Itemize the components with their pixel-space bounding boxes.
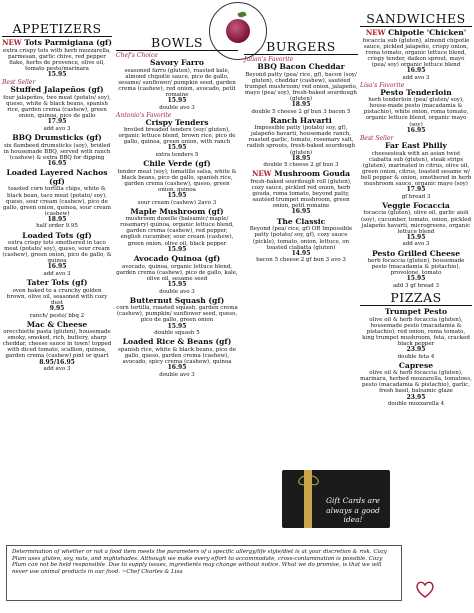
- menu-item: [244, 218, 358, 264]
- item-name: Stuffed Jalapeños (gf): [10, 85, 104, 95]
- item-name: BBQ Bacon Cheddar: [257, 62, 345, 71]
- item-name: Loaded Layered Nachos (gf): [6, 168, 108, 186]
- item-description: corn tortilla, roasted squash, garden crema (cashew), pumpkin/ sunflower seed, queso, pico de gallo, green onion: [116, 305, 238, 324]
- item-name-row: [116, 338, 238, 347]
- gift-card-line2: always a good idea!: [326, 505, 380, 524]
- item-addon: sour cream (cashew) 2avo 3: [137, 199, 217, 206]
- gift-bow-icon: [298, 476, 318, 488]
- item-name: Caprese: [398, 360, 434, 370]
- section-title-burgers: BURGERS: [244, 40, 358, 55]
- bowls-list: [116, 53, 238, 378]
- item-price: 15.95: [167, 245, 187, 253]
- item-addon: double avo 3: [159, 104, 195, 111]
- item-addon: double 5 cheese 2 gf bun 3 bacon 5: [251, 108, 351, 115]
- item-description: tender meat (soy), tomatillo salsa, white & black beans, pico de gallo, spanish rice, garden crema (cashew), queso, green onion, quinoa: [117, 168, 237, 193]
- item-price: 15.95: [406, 275, 426, 283]
- burgers-list: [244, 57, 358, 263]
- item-addon: double avo 3: [159, 371, 195, 378]
- menu-item: [244, 170, 358, 216]
- item-description: herb tenderloin (pea/ gluten/ soy), house-made pesto (macadamia & pistachio), white onion, roma tomato, organic lettuce blend, organic mayo (soy): [363, 97, 469, 128]
- pizzas-list: [360, 308, 472, 407]
- item-name-row: [2, 232, 112, 241]
- item-name: Pesto Tenderloin: [380, 87, 452, 97]
- leaf-icon: [237, 11, 246, 18]
- item-name-row: [360, 250, 472, 259]
- item-name-row: [360, 89, 472, 98]
- menu-item: [2, 321, 112, 373]
- gift-card-promo: [282, 470, 390, 528]
- menu-item: [116, 338, 238, 377]
- item-price: 16.95: [406, 126, 426, 134]
- item-price: 18.95: [291, 100, 311, 108]
- gift-card-text: [316, 496, 390, 525]
- item-description: extra crispy tots smothered in taco meat (potato/ soy), queso, sour cream (cashew), green onion, pico de gallo, & quinoa: [2, 240, 112, 265]
- item-name: Tater Tots (gf): [26, 278, 88, 288]
- new-badge: NEW: [365, 28, 386, 37]
- item-price: 15.95: [167, 96, 187, 104]
- item-price: 15.95: [167, 322, 187, 330]
- item-price: 15.95: [167, 281, 187, 289]
- item-tag: Antonio's Favorite: [116, 111, 172, 119]
- item-description: spanish rice, white & black beans, pico de gallo, queso, garden crema (cashew), avocado, spicy crema (cashew), quinoa: [118, 346, 236, 365]
- item-name: Savory Farro: [150, 58, 204, 67]
- item-tag: Julian's Favorite: [244, 56, 294, 63]
- item-name: Veggie Focaccia: [382, 200, 450, 210]
- item-name-row: [360, 142, 472, 151]
- item-description: herb focaccia (gluten), housemade pesto (macadamia & pistachio), provolone, tomato: [367, 258, 465, 277]
- item-name-row: [360, 29, 472, 38]
- item-addon: double feta 4: [397, 353, 435, 360]
- item-price: 17.95: [47, 118, 67, 126]
- item-description: orecchiette pasta (gluten), housemade smoky, smoked, rich, buttery, sharp cheddar, cheese sauce in town! topped with diced tomato, scallion, quinoa, garden crema (cashew) pint or quart: [2, 329, 112, 360]
- bowls-column: [116, 36, 238, 380]
- item-name-row: [116, 208, 238, 217]
- menu-item: [2, 39, 112, 78]
- new-badge: NEW: [2, 38, 22, 47]
- item-tag: Lisa's Favorite: [360, 81, 405, 89]
- item-addon: add avo 3: [402, 74, 430, 81]
- item-addon: double squash 5: [154, 330, 200, 337]
- appetizers-list: [2, 39, 112, 372]
- item-description: extra crispy tots with herb mozzarella, parmesan, garlic chive, red pepper flake, herbs de provence, olive oil, tomato pesto/marinara: [3, 47, 111, 72]
- item-name: The Classic: [276, 216, 326, 226]
- item-addon: double mozzarella 4: [387, 401, 445, 408]
- item-description: Beyond patty (pea/ rice, gf), bacon (soy/ gluten), cheddar (cashew), sautéed trumpet mushroom/ red onion, jalapeño, mayo (pea/ soy), fresh-baked sourdough (gluten): [244, 71, 358, 102]
- item-addon: gf bread 3: [401, 193, 431, 200]
- item-price: 16.95: [47, 263, 67, 271]
- item-description: avocado, quinoa, organic lettuce blend, garden crema (cashew), pico de gallo, kale, olive oil, sesame seed: [116, 263, 238, 282]
- item-name-row: [244, 117, 358, 126]
- menu-item: [360, 83, 472, 135]
- item-addon: add avo 3: [43, 125, 71, 132]
- item-price: 15.95: [47, 70, 67, 78]
- appetizers-column: [2, 22, 112, 374]
- item-name-row: [244, 63, 358, 72]
- menu-item: [360, 362, 472, 408]
- burgers-column: [244, 40, 358, 265]
- menu-item: [116, 160, 238, 206]
- item-name-row: [2, 321, 112, 330]
- section-title-bowls: BOWLS: [116, 36, 238, 51]
- sandwiches-list: [360, 29, 472, 289]
- item-name: Trumpet Pesto: [384, 307, 448, 316]
- section-title-sandwiches: SANDWICHES: [360, 12, 472, 27]
- item-name: Loaded Tots (gf): [22, 230, 92, 240]
- item-addon: add avo 3: [43, 366, 71, 373]
- menu-item: [360, 29, 472, 81]
- item-addon: add avo 3: [402, 241, 430, 248]
- menu-item: [2, 232, 112, 278]
- item-price: 8.95/16.95: [39, 358, 75, 366]
- item-price: 16.95: [47, 159, 67, 167]
- item-name-row: [116, 160, 238, 169]
- item-addon: ranch/ pesto/ bbq 2: [29, 312, 85, 319]
- item-name: Tots Parmigiana (gf): [24, 38, 112, 47]
- item-price: 18.95: [291, 154, 311, 162]
- item-name: Chipotle 'Chicken': [388, 28, 467, 37]
- gift-card-line1: Gift Cards are: [326, 496, 380, 505]
- item-description: cheesesteak with an asian twist ciabatta sub (gluten), steak strips (gluten), marinated in citrus, olive oil, green onion, citrus, toasted sesame w/ bell pepper & onion, smothered in herb mushroom sauce, organic mayo (soy): [360, 150, 472, 188]
- menu-item: [360, 202, 472, 248]
- item-description: toasted corn tortilla chips, white & black bean, taco meat (potato/ soy), queso, sour cream (cashew), pico de gallo, green onion, quinoa, sour cream (cashew): [2, 186, 111, 217]
- menu-item: [360, 250, 472, 289]
- item-price: 9.95: [49, 304, 65, 312]
- item-addon: add avo 3: [43, 271, 71, 278]
- item-description: mushroom duxelle (balsamic/ maple/ rosemary) quinoa, organic lettuce blend, garden crema (cashew), red pepper, english cucumber, sour cream (cashew), green onion, olive oil, black pepper: [120, 216, 234, 247]
- item-price: 15.95: [406, 233, 426, 241]
- item-name-row: [2, 169, 112, 186]
- item-name-row: [116, 255, 238, 264]
- item-name: Far East Philly: [385, 141, 447, 151]
- item-addon: half order 9.95: [36, 223, 78, 230]
- item-name: BBQ Drumsticks (gf): [12, 133, 102, 143]
- menu-item: [2, 80, 112, 132]
- menu-item: [360, 136, 472, 200]
- item-description: fresh-baked sourdough roll (gluten), cozy sauce, pickled red onion, herb gouda, roma tomato, beyond patty, sautéed trumpet mushroom, green onion, petit romaine: [250, 178, 352, 210]
- item-name-row: [2, 39, 112, 48]
- section-title-pizzas: PIZZAS: [360, 291, 472, 306]
- item-price: 18.95: [47, 215, 67, 223]
- item-name-row: [116, 297, 238, 306]
- item-addon: double 5 cheese 2 gf bun 3: [263, 162, 339, 169]
- item-price: 15.95: [167, 144, 187, 152]
- item-addon: extra tenders 5: [155, 152, 199, 159]
- item-tag: Best Seller: [2, 79, 36, 87]
- allergy-disclaimer: Determination of whether or not a food item meets the parameters of a specific allergy/life style/diet is at your discretion & risk. Cozy Plum uses gluten, soy, nuts, and nightshades. Although we make every effort to accommodate, cross-contamination is possible. Cozy Plum can not be held responsible. Due to supply issues, ingredients may change without notice. What we do promise, is that we will never use animal products in our food. ~Chef Charles & Lisa: [6, 545, 402, 601]
- menu-item: [2, 169, 112, 229]
- item-name-row: [360, 362, 472, 371]
- item-description: four jalapeños, two meat (potato/ soy), queso, white & black beans, spanish rice, garden crema (cashew), green onion, quinoa, pico de gallo: [3, 94, 111, 120]
- item-name: Mac & Cheese: [26, 319, 88, 329]
- item-addon: add 3 gf bread 3: [392, 282, 440, 289]
- item-description: focaccia (gluten), olive oil, garlic aioli (soy), cucumber, tomato, onion, pickled jalapeño havarti, microgreens, organic lettuce blend: [360, 210, 471, 235]
- menu-item: [116, 53, 238, 111]
- item-name: Mushroom Gouda: [274, 169, 351, 179]
- item-description: seasoned farro (gluten), roasted kale, almond chipotle sauce, pico de gallo, sesame/ sunflower/ pumpkin seed, garden crema (cashew), red onion, avocado, petit romaine: [118, 67, 236, 98]
- item-description: six flambeed drumsticks (soy), broiled in housemade BBQ, served with ranch (cashew) & extra BBQ for dipping: [3, 142, 111, 161]
- item-price: 14.95: [291, 249, 311, 257]
- item-price: 16.95: [406, 66, 426, 74]
- item-name-row: [116, 119, 238, 128]
- item-addon: bacon 5 cheese 2 gf bun 3 avo 3: [256, 257, 346, 264]
- item-name: Crispy Tenders: [145, 117, 209, 127]
- item-name: Pesto Grilled Cheese: [371, 248, 461, 258]
- item-price: 15.95: [167, 192, 187, 199]
- item-description: focaccia sub (gluten), almond chipotle sauce, pickled jalapeño, crispy onion, roma tomato, organic lettuce blend, crispy tender, daikon sprout, mayo (pea/ soy) organic lettuce blend: [362, 37, 470, 68]
- item-price: 16.95: [167, 363, 187, 371]
- item-name-row: [2, 86, 112, 95]
- item-price: 16.95: [291, 208, 311, 216]
- item-name-row: [2, 279, 112, 288]
- item-price: 23.95: [406, 393, 426, 401]
- heart-icon: [414, 578, 436, 600]
- item-tag: Chef's Choice: [116, 52, 158, 59]
- item-description: Impossible patty (potato/ soy, gf), jalapeño havarti, housemade ranch, roasted garlic, tomato, rosemary salt, radish sprouts, fresh-baked sourdough (gluten): [246, 125, 356, 156]
- item-price: 17.95: [406, 186, 426, 194]
- item-name: Loaded Rice & Beans (gf): [122, 337, 232, 347]
- item-name-row: [360, 308, 472, 317]
- item-name: Butternut Squash (gf): [129, 295, 225, 305]
- item-description: olive oil & herb focaccia (gluten), marinara, herbed mozzarella, tomatoes, pesto (macadamia & pistachio), garlic, fresh basil, balsamic glaze: [360, 370, 472, 395]
- menu-item: [2, 134, 112, 167]
- sandwiches-column: [360, 12, 472, 409]
- item-tag: Best Seller: [360, 135, 394, 143]
- menu-item: [2, 279, 112, 318]
- item-price: 23.95: [406, 345, 426, 353]
- item-name: Avocado Quinoa (gf): [133, 254, 221, 264]
- menu-item: [244, 57, 358, 115]
- item-name-row: [116, 59, 238, 68]
- menu-item: [116, 297, 238, 336]
- menu-item: [244, 117, 358, 169]
- section-title-appetizers: APPETIZERS: [2, 22, 112, 37]
- item-description: broiled breaded tenders (soy/ gluten), organic lettuce blend, brown rice, pico de gallo, quinoa, green onion, with ranch: [118, 127, 236, 146]
- item-name-row: [2, 134, 112, 143]
- item-description: Beyond (pea/ rice, gf) OR Impossible patty (potato/ soy, gf), cozy sauce (pickle), tomato, onion, lettuce, on toasted ciabatta (gluten): [249, 226, 353, 251]
- item-addon: double avo 3: [159, 288, 195, 295]
- new-badge: NEW: [251, 169, 272, 179]
- item-name-row: [244, 170, 358, 179]
- menu-item: [116, 113, 238, 158]
- item-name: Chile Verde (gf): [143, 159, 211, 169]
- item-name: Ranch Havarti: [270, 115, 332, 125]
- menu-item: [116, 208, 238, 254]
- item-description: oven baked to a crunchy golden brown, olive oil, seasoned with cozy dust: [6, 287, 108, 306]
- menu-item: [360, 308, 472, 360]
- item-description: olive oil & herb focaccia (gluten), housemade pesto (macadamia & pistachio), red onion, roma tomato, king trumpet mushroom, feta, cracked black pepper: [362, 316, 470, 347]
- item-name: Maple Mushroom (gf): [130, 206, 224, 216]
- menu-item: [116, 255, 238, 294]
